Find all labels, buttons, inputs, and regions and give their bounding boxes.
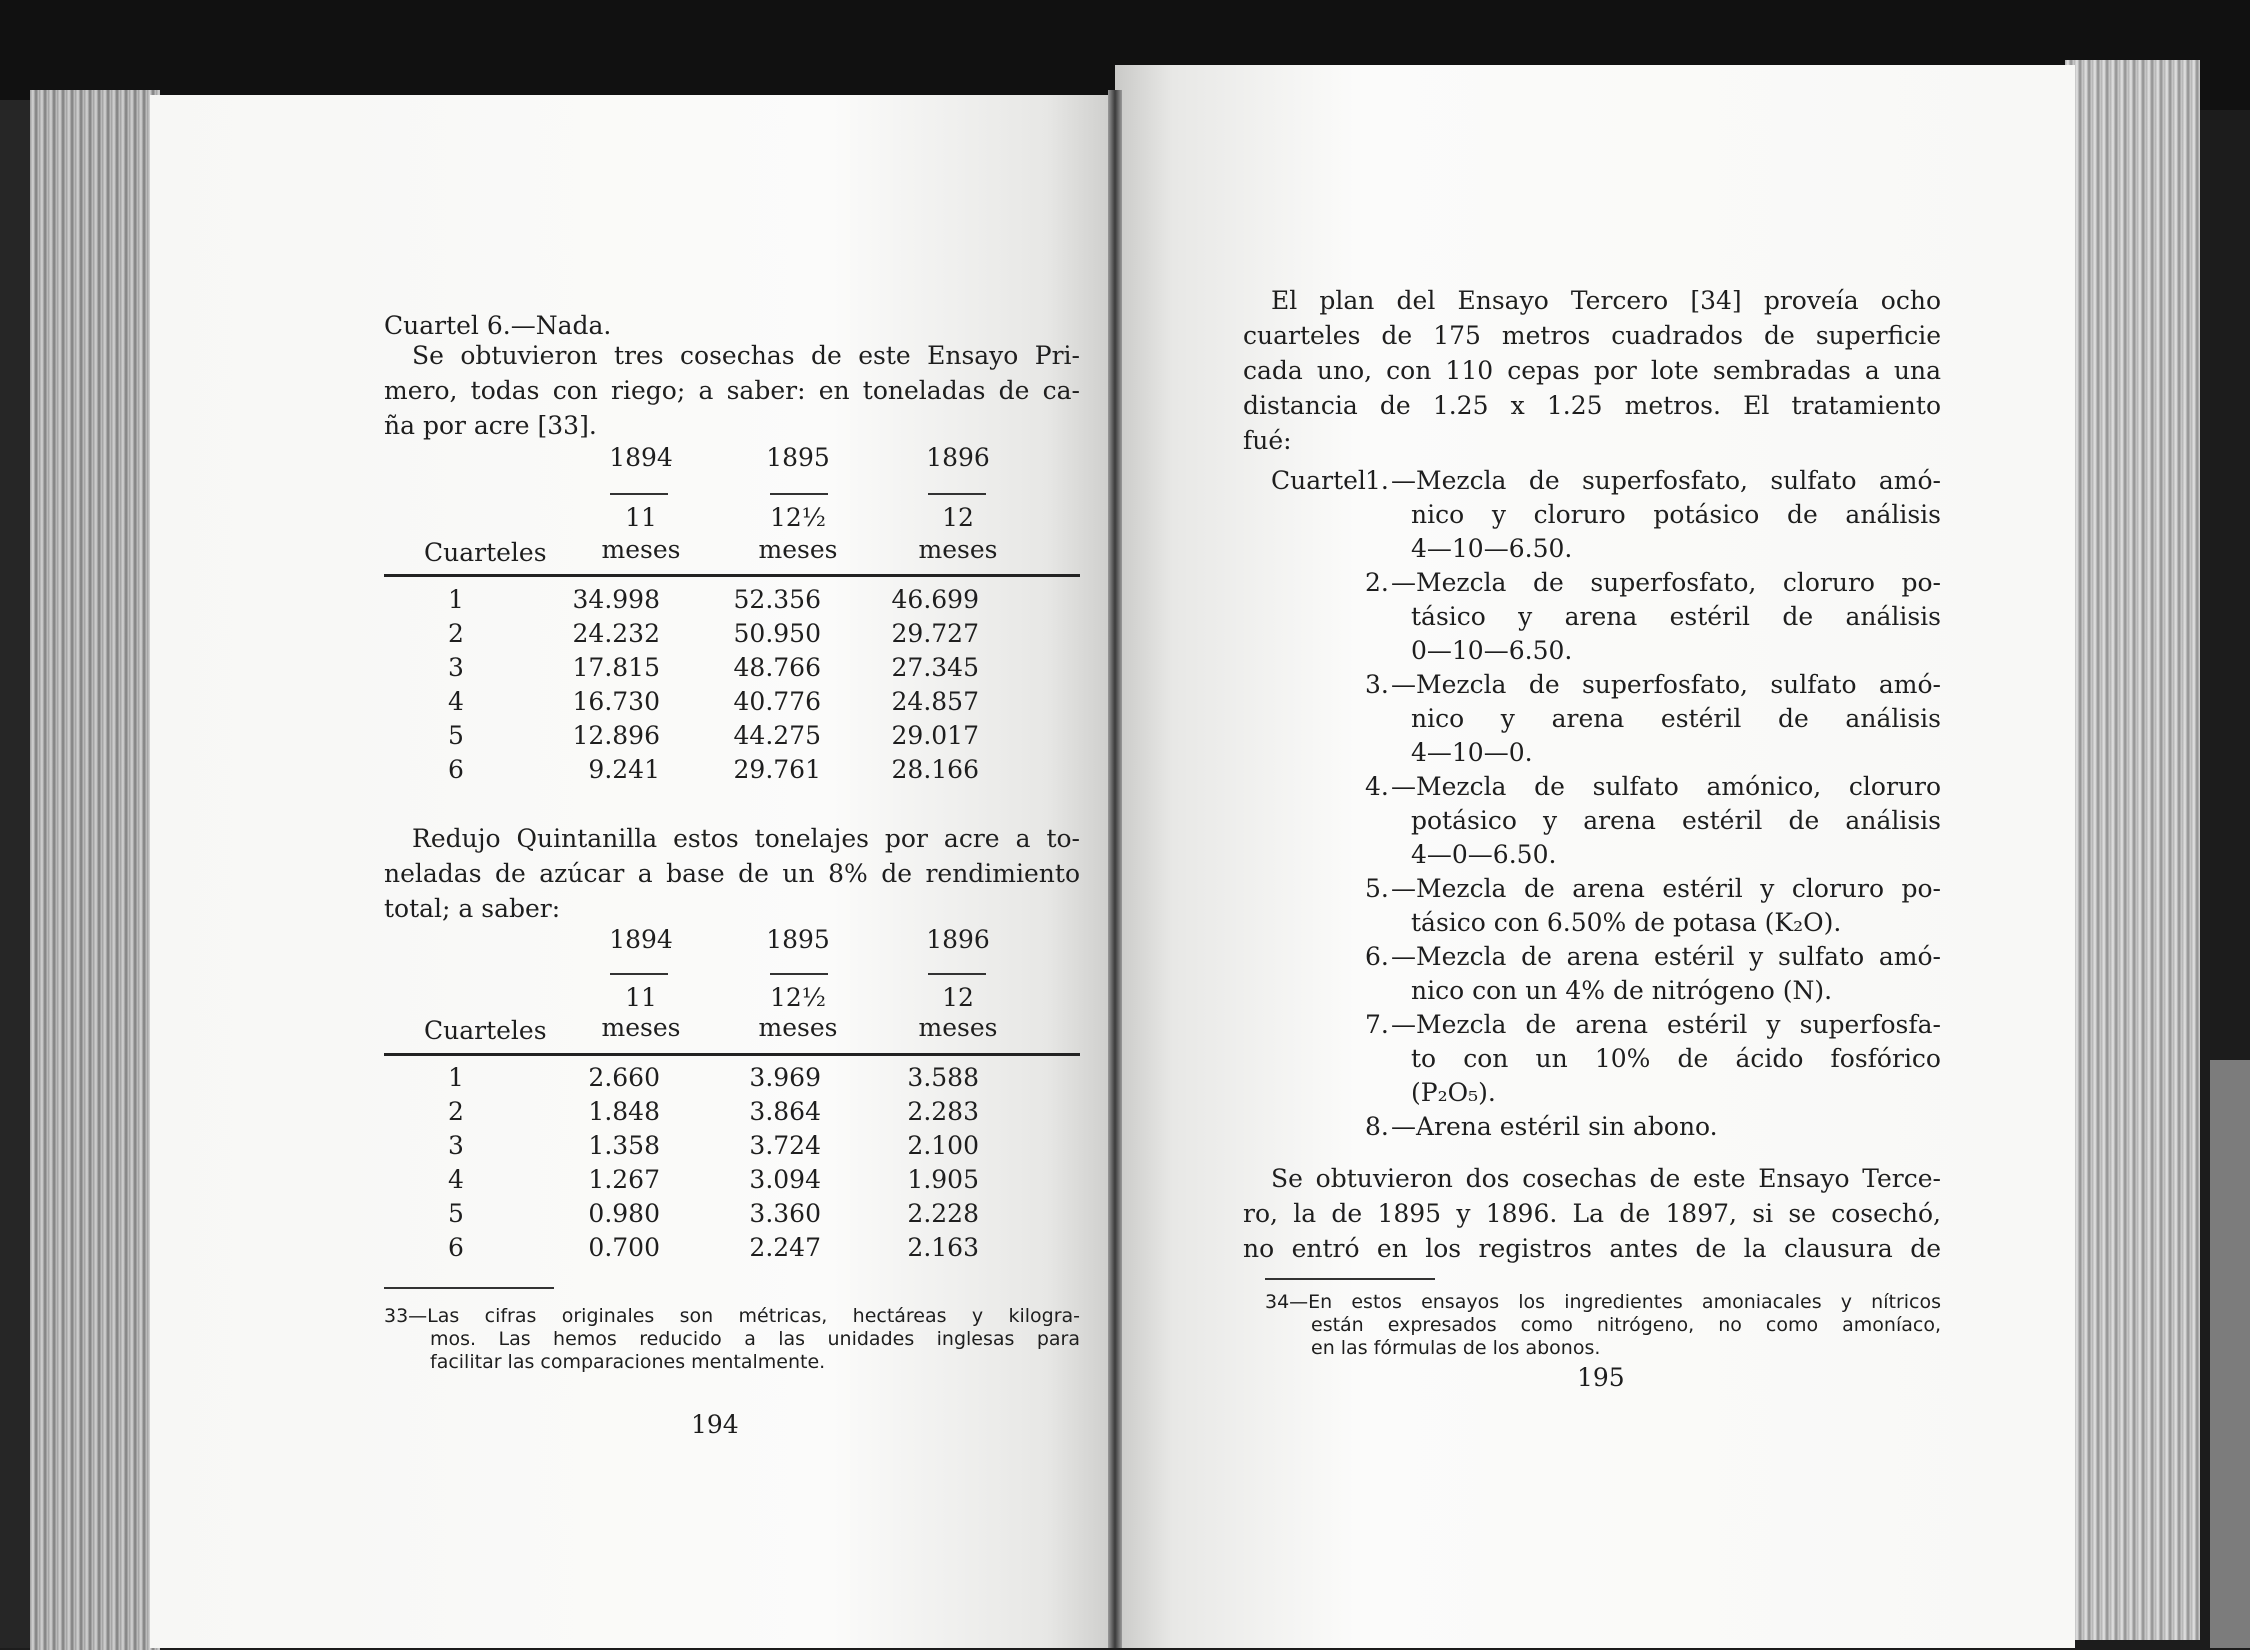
cell: 2: [448, 1096, 464, 1126]
item-2-line-3: 0—10—6.50.: [1411, 636, 1573, 665]
table1-year-3: 1896: [926, 443, 990, 472]
book-gutter: [1108, 90, 1122, 1648]
table1-header-rule: [384, 574, 1080, 577]
cell: 1: [448, 1062, 464, 1092]
page-194: [150, 95, 1125, 1648]
cell: 3.969: [749, 1062, 821, 1092]
table1-year-rule-3: [928, 493, 986, 495]
cell: 4: [448, 1164, 464, 1194]
item-1-line-3: 4—10—6.50.: [1411, 534, 1573, 563]
cell: 5: [448, 720, 464, 750]
footnote-34: 34—En estos ensayos los ingredientes amoniacales y nítricos están expresados como nitrógeno, no como amoníaco, en las fórmulas de los abonos.: [1265, 1291, 1941, 1359]
cuartel-6-line: Cuartel 6.—Nada.: [384, 311, 612, 340]
table-row: [384, 650, 979, 684]
page-number-195: 195: [1577, 1363, 1625, 1392]
cell: 2.660: [588, 1062, 660, 1092]
cell: 2: [448, 618, 464, 648]
table-row: [384, 582, 979, 616]
cell: 29.017: [891, 720, 979, 750]
item-4-number: 4.: [1365, 772, 1389, 801]
table1: [384, 582, 979, 786]
item-2-line-2: tásico y arena estéril de análisis: [1411, 602, 1941, 631]
table1-months-2: 12½: [769, 503, 827, 532]
table2-meses-3: meses: [918, 1013, 998, 1042]
item-7-line-2: to con un 10% de ácido fosfórico: [1411, 1044, 1941, 1073]
table-row: [384, 616, 979, 650]
cell: 27.345: [891, 652, 979, 682]
cell: 1.358: [588, 1130, 660, 1160]
background-right: [2210, 1060, 2250, 1648]
item-8-number: 8.: [1365, 1112, 1389, 1141]
cell: 3.360: [749, 1198, 821, 1228]
item-5-line-2: tásico con 6.50% de potasa (K₂O).: [1411, 908, 1842, 937]
table2-meses-2: meses: [758, 1013, 838, 1042]
cell: 3.588: [907, 1062, 979, 1092]
cuartel-label: Cuartel: [1271, 466, 1366, 495]
table2-header-rule: [384, 1053, 1080, 1056]
book-edge-left: [30, 90, 160, 1650]
item-2-line-1: —Mezcla de superfosfato, cloruro po-: [1391, 568, 1941, 597]
table1-meses-1: meses: [601, 535, 681, 564]
cell: 29.727: [891, 618, 979, 648]
item-3-line-2: nico y arena estéril de análisis: [1411, 704, 1941, 733]
table-row: [384, 1162, 979, 1196]
book-edge-right: [2065, 60, 2200, 1640]
cell: 3.094: [749, 1164, 821, 1194]
cell: 0.700: [588, 1232, 660, 1262]
cell: 2.283: [907, 1096, 979, 1126]
footnote-rule: [384, 1287, 554, 1289]
cell: 48.766: [733, 652, 821, 682]
cell: 2.163: [907, 1232, 979, 1262]
table2-year-rule-3: [928, 973, 986, 975]
right-intro-line-1: El plan del Ensayo Tercero [34] proveía ocho: [1271, 286, 1941, 315]
table1-months-1: 11: [625, 503, 657, 532]
cell: 5: [448, 1198, 464, 1228]
table-row: [384, 718, 979, 752]
table2-row-header: Cuarteles: [424, 1016, 547, 1045]
table-row: [384, 1230, 979, 1264]
cell: 2.228: [907, 1198, 979, 1228]
table2-months-2: 12½: [769, 983, 827, 1012]
cell: 34.998: [572, 584, 660, 614]
cell: 6: [448, 754, 464, 784]
middle-line-3: total; a saber:: [384, 894, 561, 923]
item-7-line-1: —Mezcla de arena estéril y superfosfa-: [1391, 1010, 1941, 1039]
item-5-line-1: —Mezcla de arena estéril y cloruro po-: [1391, 874, 1941, 903]
cell: 16.730: [572, 686, 660, 716]
item-7-line-3: (P₂O₅).: [1411, 1078, 1496, 1107]
item-4-line-2: potásico y arena estéril de análisis: [1411, 806, 1941, 835]
cell: 17.815: [572, 652, 660, 682]
page-195: [1115, 65, 2075, 1648]
item-8-line-1: —Arena estéril sin abono.: [1391, 1112, 1718, 1141]
item-6-line-2: nico con un 4% de nitrógeno (N).: [1411, 976, 1833, 1005]
footnote-33: 33—Las cifras originales son métricas, hectáreas y kilogra- mos. Las hemos reducido a las unidades inglesas para facilitar las comparaciones mentalmente.: [384, 1305, 1080, 1373]
cell: 3: [448, 1130, 464, 1160]
footnote-rule: [1265, 1278, 1435, 1280]
closing-line-2: ro, la de 1895 y 1896. La de 1897, si se cosechó,: [1243, 1199, 1941, 1228]
item-1-line-1: —Mezcla de superfosfato, sulfato amó-: [1391, 466, 1941, 495]
right-intro-line-4: distancia de 1.25 x 1.25 metros. El tratamiento: [1243, 391, 1941, 420]
middle-line-2: neladas de azúcar a base de un 8% de rendimiento: [384, 859, 1080, 888]
cell: 29.761: [733, 754, 821, 784]
closing-line-1: Se obtuvieron dos cosechas de este Ensayo Terce-: [1271, 1164, 1941, 1193]
intro-line-3: ña por acre [33].: [384, 411, 597, 440]
table1-meses-2: meses: [758, 535, 838, 564]
cell: 2.247: [749, 1232, 821, 1262]
cell: 6: [448, 1232, 464, 1262]
table-row: [384, 1094, 979, 1128]
table2-year-rule-2: [770, 973, 828, 975]
item-1-number: 1.: [1365, 466, 1389, 495]
table2-year-1: 1894: [609, 925, 673, 954]
cell: 3: [448, 652, 464, 682]
middle-line-1: Redujo Quintanilla estos tonelajes por acre a to-: [412, 824, 1080, 853]
table1-year-2: 1895: [766, 443, 830, 472]
cell: 40.776: [733, 686, 821, 716]
table1-meses-3: meses: [918, 535, 998, 564]
table2: [384, 1060, 979, 1264]
table2-months-3: 12: [942, 983, 974, 1012]
table2-year-2: 1895: [766, 925, 830, 954]
cell: 4: [448, 686, 464, 716]
page-number-194: 194: [691, 1410, 739, 1439]
cell: 50.950: [733, 618, 821, 648]
table-row: [384, 1128, 979, 1162]
cell: 1.905: [907, 1164, 979, 1194]
intro-line-2: mero, todas con riego; a saber: en toneladas de ca-: [384, 376, 1080, 405]
cell: 1.848: [588, 1096, 660, 1126]
cell: 24.857: [891, 686, 979, 716]
cell: 3.864: [749, 1096, 821, 1126]
table2-months-1: 11: [625, 983, 657, 1012]
table1-months-3: 12: [942, 503, 974, 532]
table-row: [384, 752, 979, 786]
item-7-number: 7.: [1365, 1010, 1389, 1039]
item-3-line-3: 4—10—0.: [1411, 738, 1533, 767]
cell: 9.241: [588, 754, 660, 784]
item-3-line-1: —Mezcla de superfosfato, sulfato amó-: [1391, 670, 1941, 699]
table-row: [384, 684, 979, 718]
cell: 1: [448, 584, 464, 614]
intro-line-1: Se obtuvieron tres cosechas de este Ensayo Pri-: [412, 341, 1080, 370]
right-intro-line-5: fué:: [1243, 426, 1292, 455]
cell: 2.100: [907, 1130, 979, 1160]
cell: 0.980: [588, 1198, 660, 1228]
cell: 52.356: [733, 584, 821, 614]
item-6-number: 6.: [1365, 942, 1389, 971]
cell: 24.232: [572, 618, 660, 648]
item-4-line-3: 4—0—6.50.: [1411, 840, 1557, 869]
table2-meses-1: meses: [601, 1013, 681, 1042]
table1-row-header: Cuarteles: [424, 538, 547, 567]
item-6-line-1: —Mezcla de arena estéril y sulfato amó-: [1391, 942, 1941, 971]
table1-year-rule-1: [610, 493, 668, 495]
item-4-line-1: —Mezcla de sulfato amónico, cloruro: [1391, 772, 1941, 801]
table2-year-rule-1: [610, 973, 668, 975]
table1-year-rule-2: [770, 493, 828, 495]
item-2-number: 2.: [1365, 568, 1389, 597]
table2-year-3: 1896: [926, 925, 990, 954]
table1-year-1: 1894: [609, 443, 673, 472]
closing-line-3: no entró en los registros antes de la clausura de: [1243, 1234, 1941, 1263]
item-1-line-2: nico y cloruro potásico de análisis: [1411, 500, 1941, 529]
right-intro-line-3: cada uno, con 110 cepas por lote sembradas a una: [1243, 356, 1941, 385]
item-5-number: 5.: [1365, 874, 1389, 903]
table-row: [384, 1196, 979, 1230]
cell: 46.699: [891, 584, 979, 614]
cell: 28.166: [891, 754, 979, 784]
item-3-number: 3.: [1365, 670, 1389, 699]
cell: 1.267: [588, 1164, 660, 1194]
table-row: [384, 1060, 979, 1094]
cell: 3.724: [749, 1130, 821, 1160]
right-intro-line-2: cuarteles de 175 metros cuadrados de superficie: [1243, 321, 1941, 350]
cell: 44.275: [733, 720, 821, 750]
cell: 12.896: [572, 720, 660, 750]
